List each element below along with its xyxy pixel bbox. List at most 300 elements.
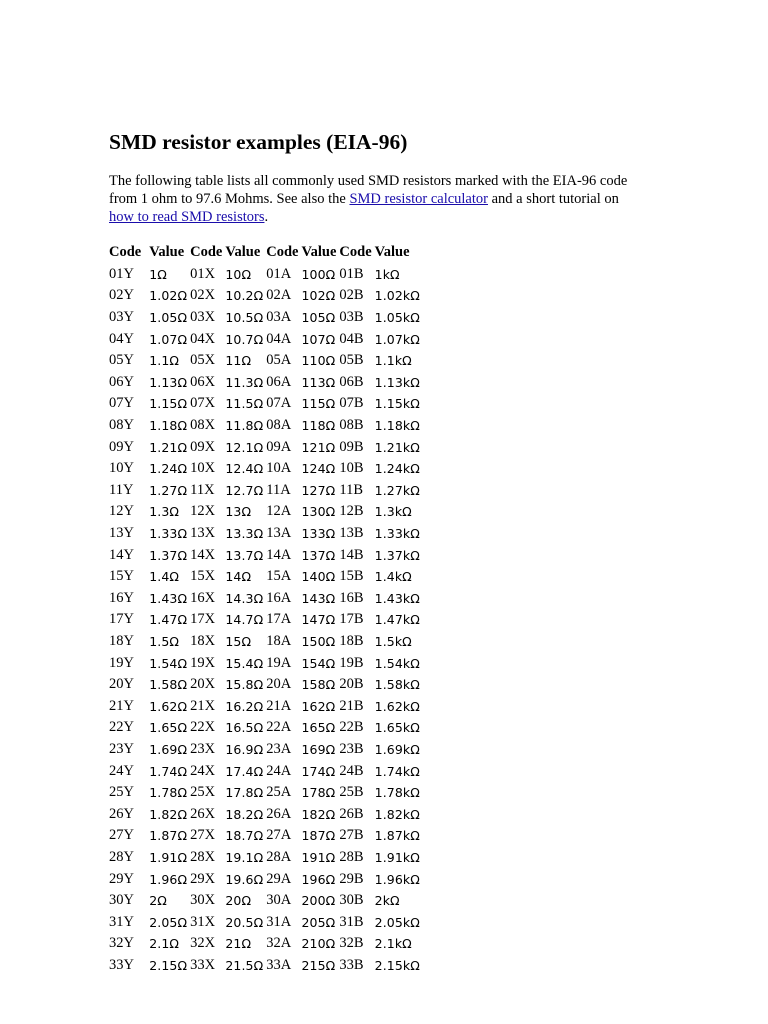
code-cell: 26A (266, 805, 292, 822)
code-cell: 31X (190, 913, 216, 930)
resistance-value-cell: 1.87kΩ (374, 828, 420, 844)
code-cell: 17Y (109, 611, 134, 628)
table-row (109, 328, 423, 350)
resistance-value-cell: 1.15kΩ (374, 396, 420, 412)
code-cell: 13X (190, 525, 216, 542)
table-row (109, 695, 423, 717)
code-cell: 32Y (109, 935, 134, 952)
table-row (109, 350, 423, 372)
resistance-value-cell: 1.78kΩ (374, 785, 420, 801)
code-cell: 20A (266, 676, 292, 693)
code-cell: 02B (339, 287, 364, 304)
resistance-value-cell: 1.96Ω (149, 871, 188, 887)
resistance-value-cell: 2kΩ (374, 893, 400, 909)
table-row (109, 911, 423, 933)
resistance-value-cell: 1.05Ω (149, 310, 188, 326)
table-row (109, 955, 423, 977)
resistance-value-cell: 1.82kΩ (374, 806, 420, 822)
table-row (109, 933, 423, 955)
resistance-value-cell: 15.4Ω (225, 655, 264, 671)
code-cell: 16Y (109, 589, 134, 606)
code-cell: 05B (339, 352, 364, 369)
code-cell: 21B (339, 697, 364, 714)
resistance-value-cell: 158Ω (301, 677, 336, 693)
code-cell: 33B (339, 956, 364, 973)
table-row (109, 847, 423, 869)
header-code-4: Code (339, 244, 372, 261)
table-row (109, 458, 423, 480)
resistance-value-cell: 1.07Ω (149, 331, 188, 347)
code-cell: 33Y (109, 956, 134, 973)
code-cell: 27B (339, 827, 364, 844)
resistance-value-cell: 1.02Ω (149, 288, 188, 304)
resistance-value-cell: 147Ω (301, 612, 336, 628)
resistance-value-cell: 1kΩ (374, 266, 400, 282)
resistance-value-cell: 1.33kΩ (374, 526, 420, 542)
resistance-value-cell: 1.78Ω (149, 785, 188, 801)
resistance-value-cell: 154Ω (301, 655, 336, 671)
resistance-value-cell: 1.5Ω (149, 633, 180, 649)
table-row (109, 890, 423, 912)
code-cell: 10Y (109, 460, 134, 477)
header-value-2: Value (225, 244, 261, 261)
intro-text-middle: and a short tutorial on (487, 191, 619, 207)
code-cell: 22Y (109, 719, 134, 736)
resistance-value-cell: 1.15Ω (149, 396, 188, 412)
code-cell: 07B (339, 395, 364, 412)
code-cell: 31B (339, 913, 364, 930)
code-cell: 19A (266, 654, 292, 671)
resistance-value-cell: 1.21kΩ (374, 439, 420, 455)
resistance-value-cell: 1.37Ω (149, 547, 188, 563)
header-code-2: Code (190, 244, 223, 261)
resistance-value-cell: 18.2Ω (225, 806, 264, 822)
code-cell: 12B (339, 503, 364, 520)
code-cell: 07A (266, 395, 292, 412)
code-cell: 21A (266, 697, 292, 714)
code-cell: 30A (266, 892, 292, 909)
resistance-value-cell: 11.3Ω (225, 374, 264, 390)
table-row (109, 372, 423, 394)
code-cell: 27X (190, 827, 216, 844)
resistance-value-cell: 165Ω (301, 720, 336, 736)
resistance-value-cell: 20.5Ω (225, 914, 264, 930)
code-cell: 25X (190, 784, 216, 801)
code-cell: 32B (339, 935, 364, 952)
code-cell: 12Y (109, 503, 134, 520)
resistance-value-cell: 1.13Ω (149, 374, 188, 390)
code-cell: 22B (339, 719, 364, 736)
code-cell: 23X (190, 740, 216, 757)
resistance-value-cell: 1.87Ω (149, 828, 188, 844)
code-cell: 10B (339, 460, 364, 477)
resistance-value-cell: 1.74kΩ (374, 763, 420, 779)
code-cell: 28Y (109, 848, 134, 865)
code-cell: 09X (190, 438, 216, 455)
code-cell: 19Y (109, 654, 134, 671)
code-cell: 22A (266, 719, 292, 736)
how-to-read-smd-resistors-link[interactable]: how to read SMD resistors (109, 209, 265, 225)
table-row (109, 782, 423, 804)
code-cell: 09Y (109, 438, 134, 455)
resistance-value-cell: 191Ω (301, 849, 336, 865)
code-cell: 26X (190, 805, 216, 822)
table-body (109, 264, 423, 977)
resistance-value-cell: 133Ω (301, 526, 336, 542)
code-cell: 03B (339, 309, 364, 326)
resistance-value-cell: 1.69Ω (149, 741, 188, 757)
resistance-value-cell: 1.74Ω (149, 763, 188, 779)
table-row (109, 674, 423, 696)
smd-resistor-calculator-link[interactable]: SMD resistor calculator (349, 191, 488, 207)
code-cell: 08X (190, 417, 216, 434)
resistance-value-cell: 2.15Ω (149, 957, 188, 973)
header-code-3: Code (266, 244, 299, 261)
table-row (109, 285, 423, 307)
table-row (109, 868, 423, 890)
resistance-value-cell: 15Ω (225, 633, 252, 649)
code-cell: 11B (339, 481, 364, 498)
resistance-value-cell: 1.3kΩ (374, 504, 412, 520)
table-row (109, 717, 423, 739)
resistance-value-cell: 118Ω (301, 418, 336, 434)
resistance-value-cell: 210Ω (301, 936, 336, 952)
resistance-value-cell: 10.7Ω (225, 331, 264, 347)
resistance-value-cell: 1.58Ω (149, 677, 188, 693)
code-cell: 19X (190, 654, 216, 671)
code-cell: 20B (339, 676, 364, 693)
resistance-value-cell: 1.21Ω (149, 439, 188, 455)
resistance-value-cell: 1.1Ω (149, 353, 180, 369)
code-cell: 14B (339, 546, 364, 563)
resistance-value-cell: 1.62kΩ (374, 698, 420, 714)
code-cell: 08A (266, 417, 292, 434)
resistance-value-cell: 1.82Ω (149, 806, 188, 822)
resistance-value-cell: 16.2Ω (225, 698, 264, 714)
resistance-value-cell: 140Ω (301, 569, 336, 585)
code-cell: 21Y (109, 697, 134, 714)
code-cell: 04A (266, 330, 292, 347)
resistance-value-cell: 1.54Ω (149, 655, 188, 671)
document-page (109, 128, 669, 976)
resistance-value-cell: 102Ω (301, 288, 336, 304)
code-cell: 16B (339, 589, 364, 606)
intro-paragraph (109, 172, 639, 226)
resistance-value-cell: 1.43Ω (149, 590, 188, 606)
resistance-value-cell: 107Ω (301, 331, 336, 347)
resistance-value-cell: 21.5Ω (225, 957, 264, 973)
resistance-value-cell: 10.2Ω (225, 288, 264, 304)
resistance-value-cell: 124Ω (301, 461, 336, 477)
resistance-value-cell: 1.05kΩ (374, 310, 420, 326)
resistance-value-cell: 16.9Ω (225, 741, 264, 757)
table-row (109, 415, 423, 437)
code-cell: 06X (190, 373, 216, 390)
resistance-value-cell: 130Ω (301, 504, 336, 520)
code-cell: 02Y (109, 287, 134, 304)
resistance-value-cell: 174Ω (301, 763, 336, 779)
resistance-value-cell: 1.24kΩ (374, 461, 420, 477)
resistance-value-cell: 182Ω (301, 806, 336, 822)
code-cell: 03A (266, 309, 292, 326)
table-row (109, 264, 423, 286)
resistance-value-cell: 11.5Ω (225, 396, 264, 412)
table-row (109, 523, 423, 545)
code-cell: 04Y (109, 330, 134, 347)
code-cell: 02A (266, 287, 292, 304)
resistance-value-cell: 1.33Ω (149, 526, 188, 542)
code-cell: 13A (266, 525, 292, 542)
resistance-value-cell: 1.91Ω (149, 849, 188, 865)
code-cell: 32A (266, 935, 292, 952)
resistance-value-cell: 2.1Ω (149, 936, 180, 952)
table-row (109, 436, 423, 458)
code-cell: 06A (266, 373, 292, 390)
table-row (109, 631, 423, 653)
table-row (109, 566, 423, 588)
resistance-value-cell: 1.58kΩ (374, 677, 420, 693)
eia96-code-table (109, 242, 423, 976)
code-cell: 09A (266, 438, 292, 455)
code-cell: 16X (190, 589, 216, 606)
header-value-4: Value (374, 244, 410, 261)
code-cell: 27A (266, 827, 292, 844)
resistance-value-cell: 14.3Ω (225, 590, 264, 606)
resistance-value-cell: 1.18Ω (149, 418, 188, 434)
code-cell: 05Y (109, 352, 134, 369)
resistance-value-cell: 16.5Ω (225, 720, 264, 736)
code-cell: 33A (266, 956, 292, 973)
code-cell: 21X (190, 697, 216, 714)
code-cell: 24B (339, 762, 364, 779)
code-cell: 11A (266, 481, 291, 498)
resistance-value-cell: 1.65kΩ (374, 720, 420, 736)
resistance-value-cell: 1.54kΩ (374, 655, 420, 671)
resistance-value-cell: 12.4Ω (225, 461, 264, 477)
code-cell: 01B (339, 265, 364, 282)
intro-text-after: . (264, 209, 269, 225)
table-row (109, 501, 423, 523)
code-cell: 04B (339, 330, 364, 347)
code-cell: 29X (190, 870, 216, 887)
resistance-value-cell: 2.05Ω (149, 914, 188, 930)
code-cell: 14A (266, 546, 292, 563)
resistance-value-cell: 1.4kΩ (374, 569, 412, 585)
code-cell: 01A (266, 265, 292, 282)
code-cell: 26Y (109, 805, 134, 822)
resistance-value-cell: 2.1kΩ (374, 936, 412, 952)
code-cell: 04X (190, 330, 216, 347)
resistance-value-cell: 162Ω (301, 698, 336, 714)
code-cell: 31A (266, 913, 292, 930)
code-cell: 18X (190, 632, 216, 649)
code-cell: 06Y (109, 373, 134, 390)
code-cell: 17X (190, 611, 216, 628)
code-cell: 15B (339, 568, 364, 585)
code-cell: 05A (266, 352, 292, 369)
resistance-value-cell: 1.4Ω (149, 569, 180, 585)
code-cell: 25A (266, 784, 292, 801)
resistance-value-cell: 121Ω (301, 439, 336, 455)
resistance-value-cell: 110Ω (301, 353, 336, 369)
resistance-value-cell: 10.5Ω (225, 310, 264, 326)
resistance-value-cell: 1.65Ω (149, 720, 188, 736)
code-cell: 05X (190, 352, 216, 369)
resistance-value-cell: 1.3Ω (149, 504, 180, 520)
intro-text-before: The following table lists all commonly used SMD resistors marked with the EIA-96 code from 1 ohm to 97.6 Mohms. See also the (109, 173, 628, 207)
code-cell: 28A (266, 848, 292, 865)
resistance-value-cell: 1.18kΩ (374, 418, 420, 434)
code-cell: 10A (266, 460, 292, 477)
code-cell: 01X (190, 265, 216, 282)
code-cell: 15A (266, 568, 292, 585)
resistance-value-cell: 150Ω (301, 633, 336, 649)
resistance-value-cell: 1.27kΩ (374, 482, 420, 498)
code-cell: 24X (190, 762, 216, 779)
code-cell: 15X (190, 568, 216, 585)
code-cell: 24Y (109, 762, 134, 779)
code-cell: 22X (190, 719, 216, 736)
table-row (109, 544, 423, 566)
code-cell: 17B (339, 611, 364, 628)
resistance-value-cell: 1Ω (149, 266, 167, 282)
resistance-value-cell: 15.8Ω (225, 677, 264, 693)
resistance-value-cell: 13.7Ω (225, 547, 264, 563)
code-cell: 18Y (109, 632, 134, 649)
code-cell: 07Y (109, 395, 134, 412)
resistance-value-cell: 169Ω (301, 741, 336, 757)
code-cell: 30B (339, 892, 364, 909)
code-cell: 15Y (109, 568, 134, 585)
resistance-value-cell: 200Ω (301, 893, 336, 909)
code-cell: 14Y (109, 546, 134, 563)
code-cell: 29A (266, 870, 292, 887)
resistance-value-cell: 205Ω (301, 914, 336, 930)
resistance-value-cell: 13Ω (225, 504, 252, 520)
resistance-value-cell: 1.1kΩ (374, 353, 412, 369)
code-cell: 25B (339, 784, 364, 801)
code-cell: 06B (339, 373, 364, 390)
code-cell: 16A (266, 589, 292, 606)
resistance-value-cell: 14Ω (225, 569, 252, 585)
resistance-value-cell: 1.47Ω (149, 612, 188, 628)
resistance-value-cell: 127Ω (301, 482, 336, 498)
resistance-value-cell: 2.05kΩ (374, 914, 420, 930)
code-cell: 19B (339, 654, 364, 671)
code-cell: 13Y (109, 525, 134, 542)
resistance-value-cell: 105Ω (301, 310, 336, 326)
code-cell: 17A (266, 611, 292, 628)
code-cell: 07X (190, 395, 216, 412)
table-row (109, 307, 423, 329)
resistance-value-cell: 12.7Ω (225, 482, 264, 498)
page-title: SMD resistor examples (EIA-96) (109, 130, 408, 154)
table-row (109, 480, 423, 502)
code-cell: 01Y (109, 265, 134, 282)
resistance-value-cell: 1.27Ω (149, 482, 188, 498)
resistance-value-cell: 19.1Ω (225, 849, 264, 865)
table-row (109, 588, 423, 610)
code-cell: 25Y (109, 784, 134, 801)
code-cell: 09B (339, 438, 364, 455)
code-cell: 31Y (109, 913, 134, 930)
resistance-value-cell: 11Ω (225, 353, 252, 369)
table-row (109, 760, 423, 782)
resistance-value-cell: 11.8Ω (225, 418, 264, 434)
code-cell: 26B (339, 805, 364, 822)
resistance-value-cell: 196Ω (301, 871, 336, 887)
resistance-value-cell: 17.8Ω (225, 785, 264, 801)
code-cell: 18B (339, 632, 364, 649)
resistance-value-cell: 2Ω (149, 893, 167, 909)
resistance-value-cell: 1.43kΩ (374, 590, 420, 606)
resistance-value-cell: 2.15kΩ (374, 957, 420, 973)
resistance-value-cell: 137Ω (301, 547, 336, 563)
resistance-value-cell: 1.37kΩ (374, 547, 420, 563)
code-cell: 12X (190, 503, 216, 520)
code-cell: 08Y (109, 417, 134, 434)
code-cell: 10X (190, 460, 216, 477)
code-cell: 18A (266, 632, 292, 649)
resistance-value-cell: 1.13kΩ (374, 374, 420, 390)
code-cell: 20Y (109, 676, 134, 693)
resistance-value-cell: 178Ω (301, 785, 336, 801)
table-row (109, 739, 423, 761)
code-cell: 30Y (109, 892, 134, 909)
code-cell: 11Y (109, 481, 134, 498)
code-cell: 23B (339, 740, 364, 757)
resistance-value-cell: 18.7Ω (225, 828, 264, 844)
resistance-value-cell: 187Ω (301, 828, 336, 844)
resistance-value-cell: 1.96kΩ (374, 871, 420, 887)
resistance-value-cell: 1.5kΩ (374, 633, 412, 649)
header-code-1: Code (109, 244, 142, 261)
code-cell: 12A (266, 503, 292, 520)
resistance-value-cell: 12.1Ω (225, 439, 264, 455)
code-cell: 29B (339, 870, 364, 887)
code-cell: 11X (190, 481, 215, 498)
code-cell: 14X (190, 546, 216, 563)
code-cell: 28B (339, 848, 364, 865)
code-cell: 32X (190, 935, 216, 952)
resistance-value-cell: 1.62Ω (149, 698, 188, 714)
code-cell: 20X (190, 676, 216, 693)
table-header-row (109, 242, 423, 264)
code-cell: 27Y (109, 827, 134, 844)
resistance-value-cell: 21Ω (225, 936, 252, 952)
resistance-value-cell: 1.02kΩ (374, 288, 420, 304)
resistance-value-cell: 13.3Ω (225, 526, 264, 542)
resistance-value-cell: 17.4Ω (225, 763, 264, 779)
code-cell: 30X (190, 892, 216, 909)
resistance-value-cell: 20Ω (225, 893, 252, 909)
resistance-value-cell: 1.69kΩ (374, 741, 420, 757)
resistance-value-cell: 215Ω (301, 957, 336, 973)
header-value-3: Value (301, 244, 337, 261)
table-row (109, 609, 423, 631)
resistance-value-cell: 115Ω (301, 396, 336, 412)
resistance-value-cell: 14.7Ω (225, 612, 264, 628)
resistance-value-cell: 1.91kΩ (374, 849, 420, 865)
code-cell: 24A (266, 762, 292, 779)
resistance-value-cell: 143Ω (301, 590, 336, 606)
code-cell: 03X (190, 309, 216, 326)
resistance-value-cell: 19.6Ω (225, 871, 264, 887)
code-cell: 23Y (109, 740, 134, 757)
table-row (109, 803, 423, 825)
resistance-value-cell: 10Ω (225, 266, 252, 282)
code-cell: 02X (190, 287, 216, 304)
